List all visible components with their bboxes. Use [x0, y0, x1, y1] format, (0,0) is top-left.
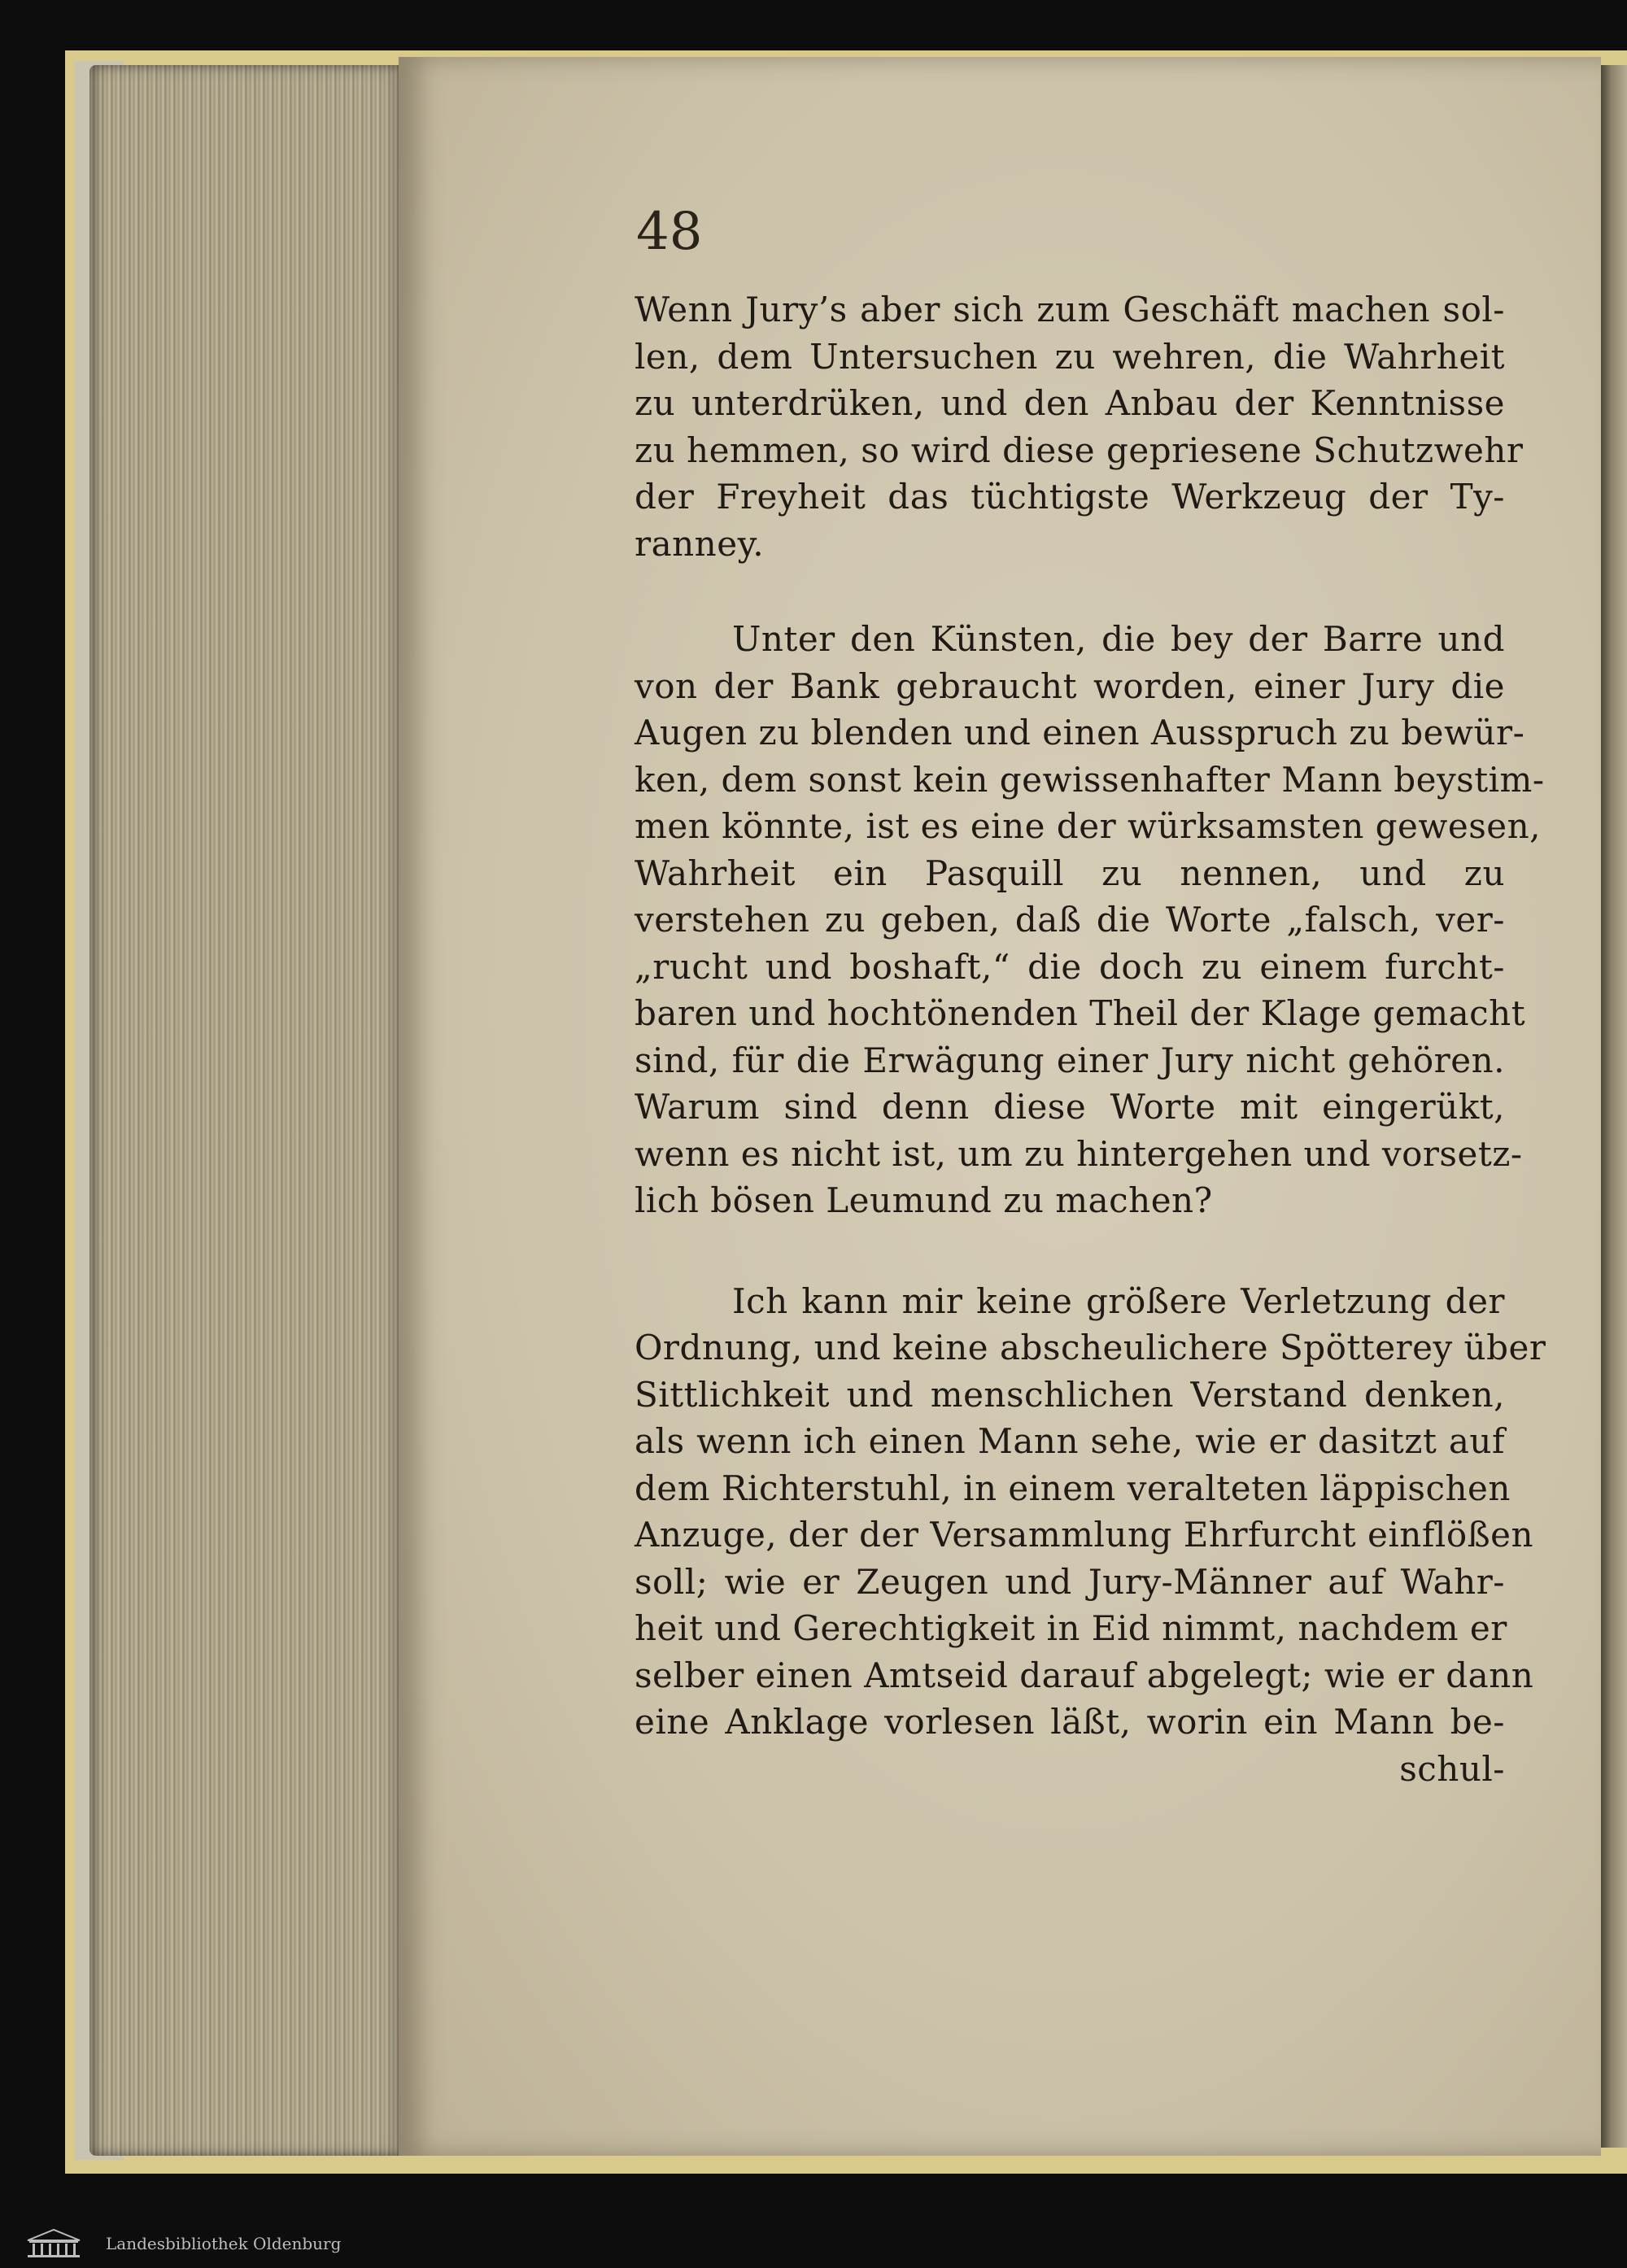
text-line: verstehen zu geben, daß die Worte „falsch, ver-	[635, 900, 1505, 940]
library-name: Landesbibliothek Oldenburg	[106, 2234, 342, 2253]
text-line: eine Anklage vorlesen läßt, worin ein Mann be-	[635, 1702, 1505, 1742]
text-line: ken, dem sonst kein gewissenhafter Mann beystim-	[635, 759, 1545, 800]
page-number: 48	[636, 202, 703, 262]
page-text	[635, 286, 1546, 1792]
text-line: baren und hochtönenden Theil der Klage gemacht	[635, 993, 1526, 1033]
text-line: Unter den Künsten, die bey der Barre und	[732, 619, 1505, 659]
text-line: men könnte, ist es eine der würksamsten gewesen,	[635, 806, 1542, 846]
text-line: zu hemmen, so wird diese gepriesene Schutzwehr	[635, 430, 1524, 470]
text-line: Wahrheit ein Pasquill zu nennen, und zu	[635, 853, 1505, 893]
text-line: zu unterdrüken, und den Anbau der Kenntnisse	[635, 383, 1505, 423]
text-line: Ich kann mir keine größere Verletzung der	[732, 1280, 1505, 1321]
catchword: schul-	[1399, 1748, 1505, 1789]
paragraph-gap	[635, 1224, 1505, 1278]
paragraph-1	[635, 286, 1524, 567]
text-line: len, dem Untersuchen zu wehren, die Wahrheit	[635, 336, 1505, 377]
text-line: Sittlichkeit und menschlichen Verstand denken,	[635, 1374, 1505, 1415]
text-line: Ordnung, und keine abscheulichere Spötterey über	[635, 1328, 1546, 1367]
text-line: ranney.	[635, 523, 765, 564]
paragraph-gap	[635, 567, 1505, 616]
page-stack-edges	[89, 65, 407, 2156]
text-line: lich bösen Leumund zu machen?	[635, 1180, 1213, 1220]
paragraph-2	[635, 616, 1545, 1224]
text-line: dem Richterstuhl, in einem veralteten läppischen	[635, 1468, 1511, 1508]
library-building-icon	[24, 2227, 83, 2260]
text-line: heit und Gerechtigkeit in Eid nimmt, nachdem er	[635, 1608, 1507, 1648]
text-line: Wenn Jury’s aber sich zum Geschäft machen sol-	[635, 290, 1505, 329]
paragraph-3	[635, 1278, 1546, 1746]
text-line: Warum sind denn diese Worte mit eingerükt,	[635, 1087, 1505, 1127]
text-line: wenn es nicht ist, um zu hintergehen und vorsetz-	[635, 1133, 1523, 1174]
text-line: „rucht und boshaft,“ die doch zu einem furcht-	[635, 946, 1505, 987]
text-line: Augen zu blenden und einen Ausspruch zu bewür-	[635, 713, 1525, 752]
text-line: als wenn ich einen Mann sehe, wie er dasitzt auf	[635, 1421, 1505, 1461]
text-line: selber einen Amtseid darauf abgelegt; wie er dann	[635, 1655, 1534, 1695]
text-line: von der Bank gebraucht worden, einer Jury die	[635, 665, 1505, 706]
facing-page-edge	[1601, 65, 1627, 2148]
text-line: Anzuge, der der Versammlung Ehrfurcht einflößen	[635, 1515, 1534, 1555]
text-line: der Freyheit das tüchtigste Werkzeug der Ty-	[635, 477, 1505, 517]
text-line: sind, für die Erwägung einer Jury nicht gehören.	[635, 1040, 1505, 1080]
text-line: soll; wie er Zeugen und Jury-Männer auf Wahr-	[635, 1561, 1505, 1602]
